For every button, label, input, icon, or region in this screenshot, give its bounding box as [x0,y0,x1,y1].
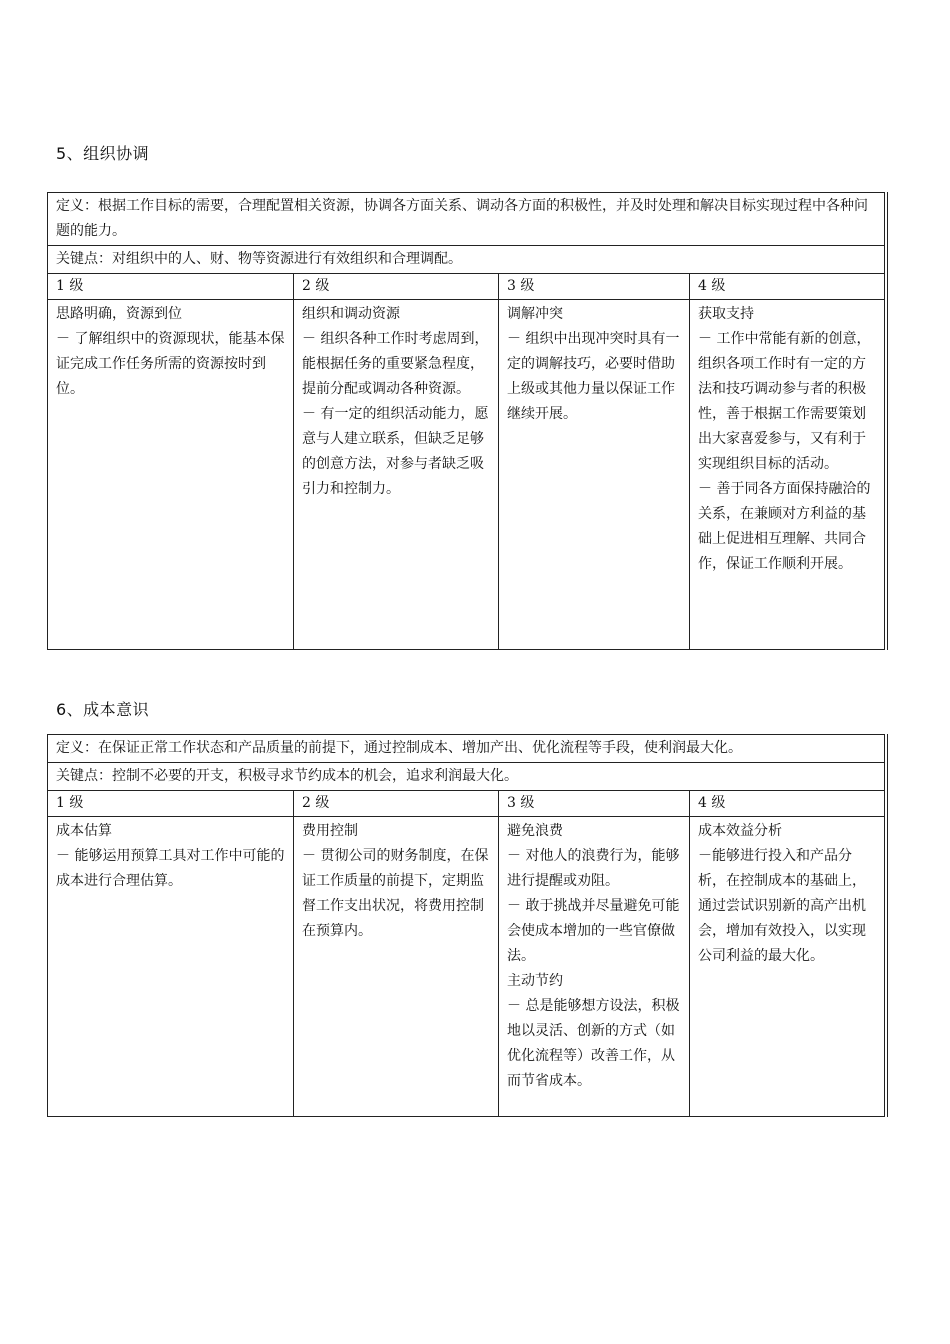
level-title: 调解冲突 [507,306,563,322]
section-title-organization-coordination: 5、组织协调 [56,144,150,163]
level-cell-2 [294,817,499,1117]
level-cell-4 [690,300,885,650]
level-description: － 善于同各方面保持融洽的关系，在兼顾对方利益的基础上促进相互理解、共同合作，保证工作顺利开展。 [698,481,871,572]
level-description: － 了解组织中的资源现状，能基本保证完成工作任务所需的资源按时到位。 [56,331,285,397]
level-header-1: 1 级 [48,274,294,300]
level-title: 组织和调动资源 [302,306,400,322]
level-cell-2 [294,300,499,650]
level-description: －能够进行投入和产品分析，在控制成本的基础上，通过尝试识别新的高产出机会，增加有效投入，以实现公司利益的最大化。 [698,848,866,964]
level-title: 费用控制 [302,823,358,839]
level-cell-3 [499,300,690,650]
section-title-cost-awareness: 6、成本意识 [56,700,150,719]
keypoint-cell: 关键点：控制不必要的开支，积极寻求节约成本的机会，追求利润最大化。 [48,763,885,791]
level-subtitle: 主动节约 [507,973,563,989]
level-header-2: 2 级 [294,274,499,300]
level-title: 成本效益分析 [698,823,782,839]
competency-table-cost-awareness [47,734,885,1117]
level-title: 成本估算 [56,823,112,839]
level-description: － 组织中出现冲突时具有一定的调解技巧，必要时借助上级或其他力量以保证工作继续开展。 [507,331,680,422]
level-description: － 能够运用预算工具对工作中可能的成本进行合理估算。 [56,848,285,889]
level-description: － 贯彻公司的财务制度，在保证工作质量的前提下，定期监督工作支出状况，将费用控制在预算内。 [302,848,489,939]
level-description: － 总是能够想方设法，积极地以灵活、创新的方式（如优化流程等）改善工作，从而节省成本。 [507,998,680,1089]
level-header-3: 3 级 [499,791,690,817]
definition-cell: 定义：在保证正常工作状态和产品质量的前提下，通过控制成本、增加产出、优化流程等手段，使利润最大化。 [48,735,885,763]
level-title: 避免浪费 [507,823,563,839]
level-title: 获取支持 [698,306,754,322]
level-header-2: 2 级 [294,791,499,817]
level-header-4: 4 级 [690,274,885,300]
level-header-4: 4 级 [690,791,885,817]
level-title: 思路明确，资源到位 [56,306,182,322]
level-description: － 对他人的浪费行为，能够进行提醒或劝阻。 [507,848,680,889]
level-cell-1 [48,817,294,1117]
competency-table-organization-coordination [47,192,885,650]
level-cell-1 [48,300,294,650]
level-description: － 有一定的组织活动能力，愿意与人建立联系，但缺乏足够的创意方法，对参与者缺乏吸引力和控制力。 [302,406,489,497]
level-cell-3 [499,817,690,1117]
level-header-1: 1 级 [48,791,294,817]
level-header-3: 3 级 [499,274,690,300]
level-description: － 敢于挑战并尽量避免可能会使成本增加的一些官僚做法。 [507,898,680,964]
level-description: － 工作中常能有新的创意，组织各项工作时有一定的方法和技巧调动参与者的积极性，善于根据工作需要策划出大家喜爱参与，又有利于实现组织目标的活动。 [698,331,871,472]
definition-cell: 定义：根据工作目标的需要，合理配置相关资源，协调各方面关系、调动各方面的积极性，并及时处理和解决目标实现过程中各种问题的能力。 [48,193,885,246]
level-cell-4 [690,817,885,1117]
keypoint-cell: 关键点：对组织中的人、财、物等资源进行有效组织和合理调配。 [48,246,885,274]
level-description: － 组织各种工作时考虑周到，能根据任务的重要紧急程度，提前分配或调动各种资源。 [302,331,489,397]
